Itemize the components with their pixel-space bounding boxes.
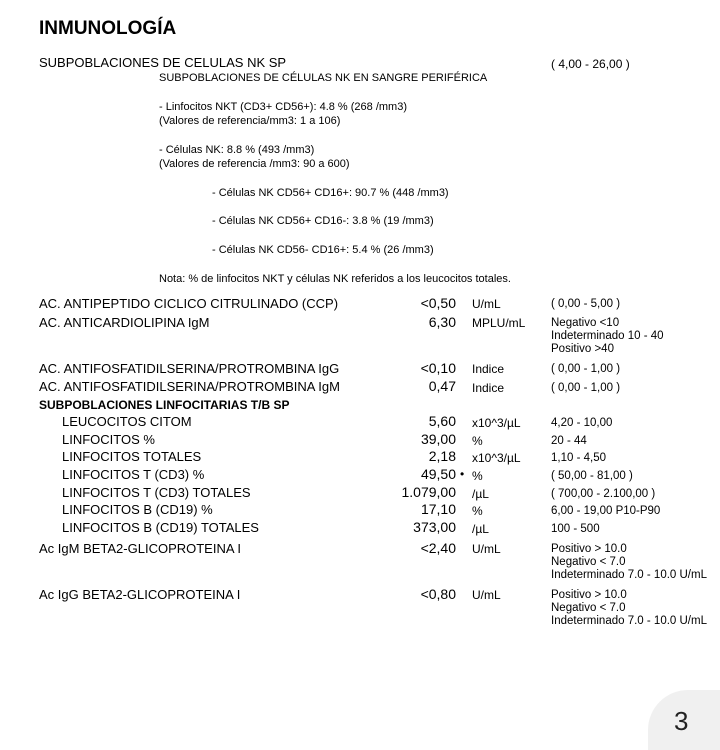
beta2-igg-reference: Positivo > 10.0 [551,589,627,601]
beta2-igm-unit: U/mL [472,542,501,556]
out-of-range-flag: • [460,467,465,481]
subpop-reference: 4,20 - 10,00 [551,417,613,429]
subpop-name: LINFOCITOS B (CD19) TOTALES [62,520,259,535]
beta2-igm-reference: Indeterminado 7.0 - 10.0 U/mL [551,569,707,581]
test-unit: U/mL [472,297,501,311]
beta2-igm-value: <2,40 [420,540,456,556]
subpop-value: 39,00 [420,431,456,447]
subpop-value: 373,00 [413,519,456,535]
section-title: INMUNOLOGÍA [39,18,177,39]
test-unit: MPLU/mL [472,316,526,330]
subpop-unit: x10^3/µL [472,451,521,465]
subpop-unit: % [472,434,483,448]
subpop-unit: x10^3/µL [472,416,521,430]
page-number: 3 [674,706,689,736]
beta2-igg-reference: Indeterminado 7.0 - 10.0 U/mL [551,615,707,627]
subpop-unit: % [472,469,483,483]
beta2-igm-reference: Positivo > 10.0 [551,543,627,555]
beta2-igg-name: Ac IgG BETA2-GLICOPROTEINA I [39,587,241,602]
subpop-value: 17,10 [420,501,456,517]
test-value: <0,10 [420,360,456,376]
beta2-igm-reference: Negativo < 7.0 [551,556,626,568]
subpop-name: LINFOCITOS % [62,432,155,447]
subpop-name: LINFOCITOS T (CD3) TOTALES [62,485,251,500]
test-reference: ( 0,00 - 5,00 ) [551,298,621,310]
subpop-name: LINFOCITOS T (CD3) % [62,467,205,482]
test-reference: Negativo <10 [551,317,620,329]
test-value: <0,50 [420,295,456,311]
subpop-unit: /µL [472,487,489,501]
subpop-heading: SUBPOBLACIONES LINFOCITARIAS T/B SP [39,398,290,412]
nk-note: Nota: % de linfocitos NKT y células NK referidos a los leucocitos totales. [159,273,511,285]
subpop-name: LINFOCITOS B (CD19) % [62,502,213,517]
test-reference: Positivo >40 [551,343,614,355]
nk-test-name: SUBPOBLACIONES DE CELULAS NK SP [39,55,287,70]
beta2-igg-value: <0,80 [420,586,456,602]
subpop-reference: ( 700,00 - 2.100,00 ) [551,488,656,500]
beta2-igg-reference: Negativo < 7.0 [551,602,626,614]
subpop-unit: /µL [472,522,489,536]
test-name: AC. ANTIPEPTIDO CICLICO CITRULINADO (CCP) [39,296,339,311]
nkt-reference-line: (Valores de referencia/mm3: 1 a 106) [159,115,341,127]
subpop-value: 49,50 [420,466,456,482]
nk-subset-2: - Células NK CD56+ CD16-: 3.8 % (19 /mm3) [212,215,434,227]
subpop-name: LEUCOCITOS CITOM [62,414,192,429]
nk-subset-1: - Células NK CD56+ CD16+: 90.7 % (448 /mm3) [212,187,449,199]
test-value: 6,30 [428,314,456,330]
beta2-igm-name: Ac IgM BETA2-GLICOPROTEINA I [39,541,242,556]
nk-subset-3: - Células NK CD56- CD16+: 5.4 % (26 /mm3) [212,244,434,256]
subpop-reference: 6,00 - 19,00 P10-P90 [551,505,661,517]
test-reference: ( 0,00 - 1,00 ) [551,382,621,394]
subpop-unit: % [472,504,483,518]
nkt-line: - Linfocitos NKT (CD3+ CD56+): 4.8 % (268 /mm3) [159,101,407,113]
subpop-value: 1.079,00 [401,484,456,500]
subpop-reference: 100 - 500 [551,523,600,535]
beta2-igg-unit: U/mL [472,588,501,602]
test-reference: ( 0,00 - 1,00 ) [551,363,621,375]
test-name: AC. ANTIFOSFATIDILSERINA/PROTROMBINA IgM [39,379,340,394]
nk-subtitle: SUBPOBLACIONES DE CÉLULAS NK EN SANGRE PERIFÉRICA [159,72,488,84]
test-value: 0,47 [428,378,456,394]
subpop-value: 5,60 [428,413,456,429]
subpop-reference: 1,10 - 4,50 [551,452,606,464]
subpop-reference: ( 50,00 - 81,00 ) [551,470,633,482]
subpop-value: 2,18 [428,448,456,464]
test-unit: Indice [472,362,505,376]
test-unit: Indice [472,381,505,395]
nk-reference: ( 4,00 - 26,00 ) [551,57,630,71]
test-reference: Indeterminado 10 - 40 [551,330,664,342]
nk-reference-line: (Valores de referencia /mm3: 90 a 600) [159,158,350,170]
subpop-name: LINFOCITOS TOTALES [62,449,202,464]
test-name: AC. ANTICARDIOLIPINA IgM [39,315,210,330]
nk-line: - Células NK: 8.8 % (493 /mm3) [159,144,315,156]
subpop-reference: 20 - 44 [551,435,587,447]
page-number-badge[interactable] [648,690,720,750]
test-name: AC. ANTIFOSFATIDILSERINA/PROTROMBINA IgG [39,361,340,376]
